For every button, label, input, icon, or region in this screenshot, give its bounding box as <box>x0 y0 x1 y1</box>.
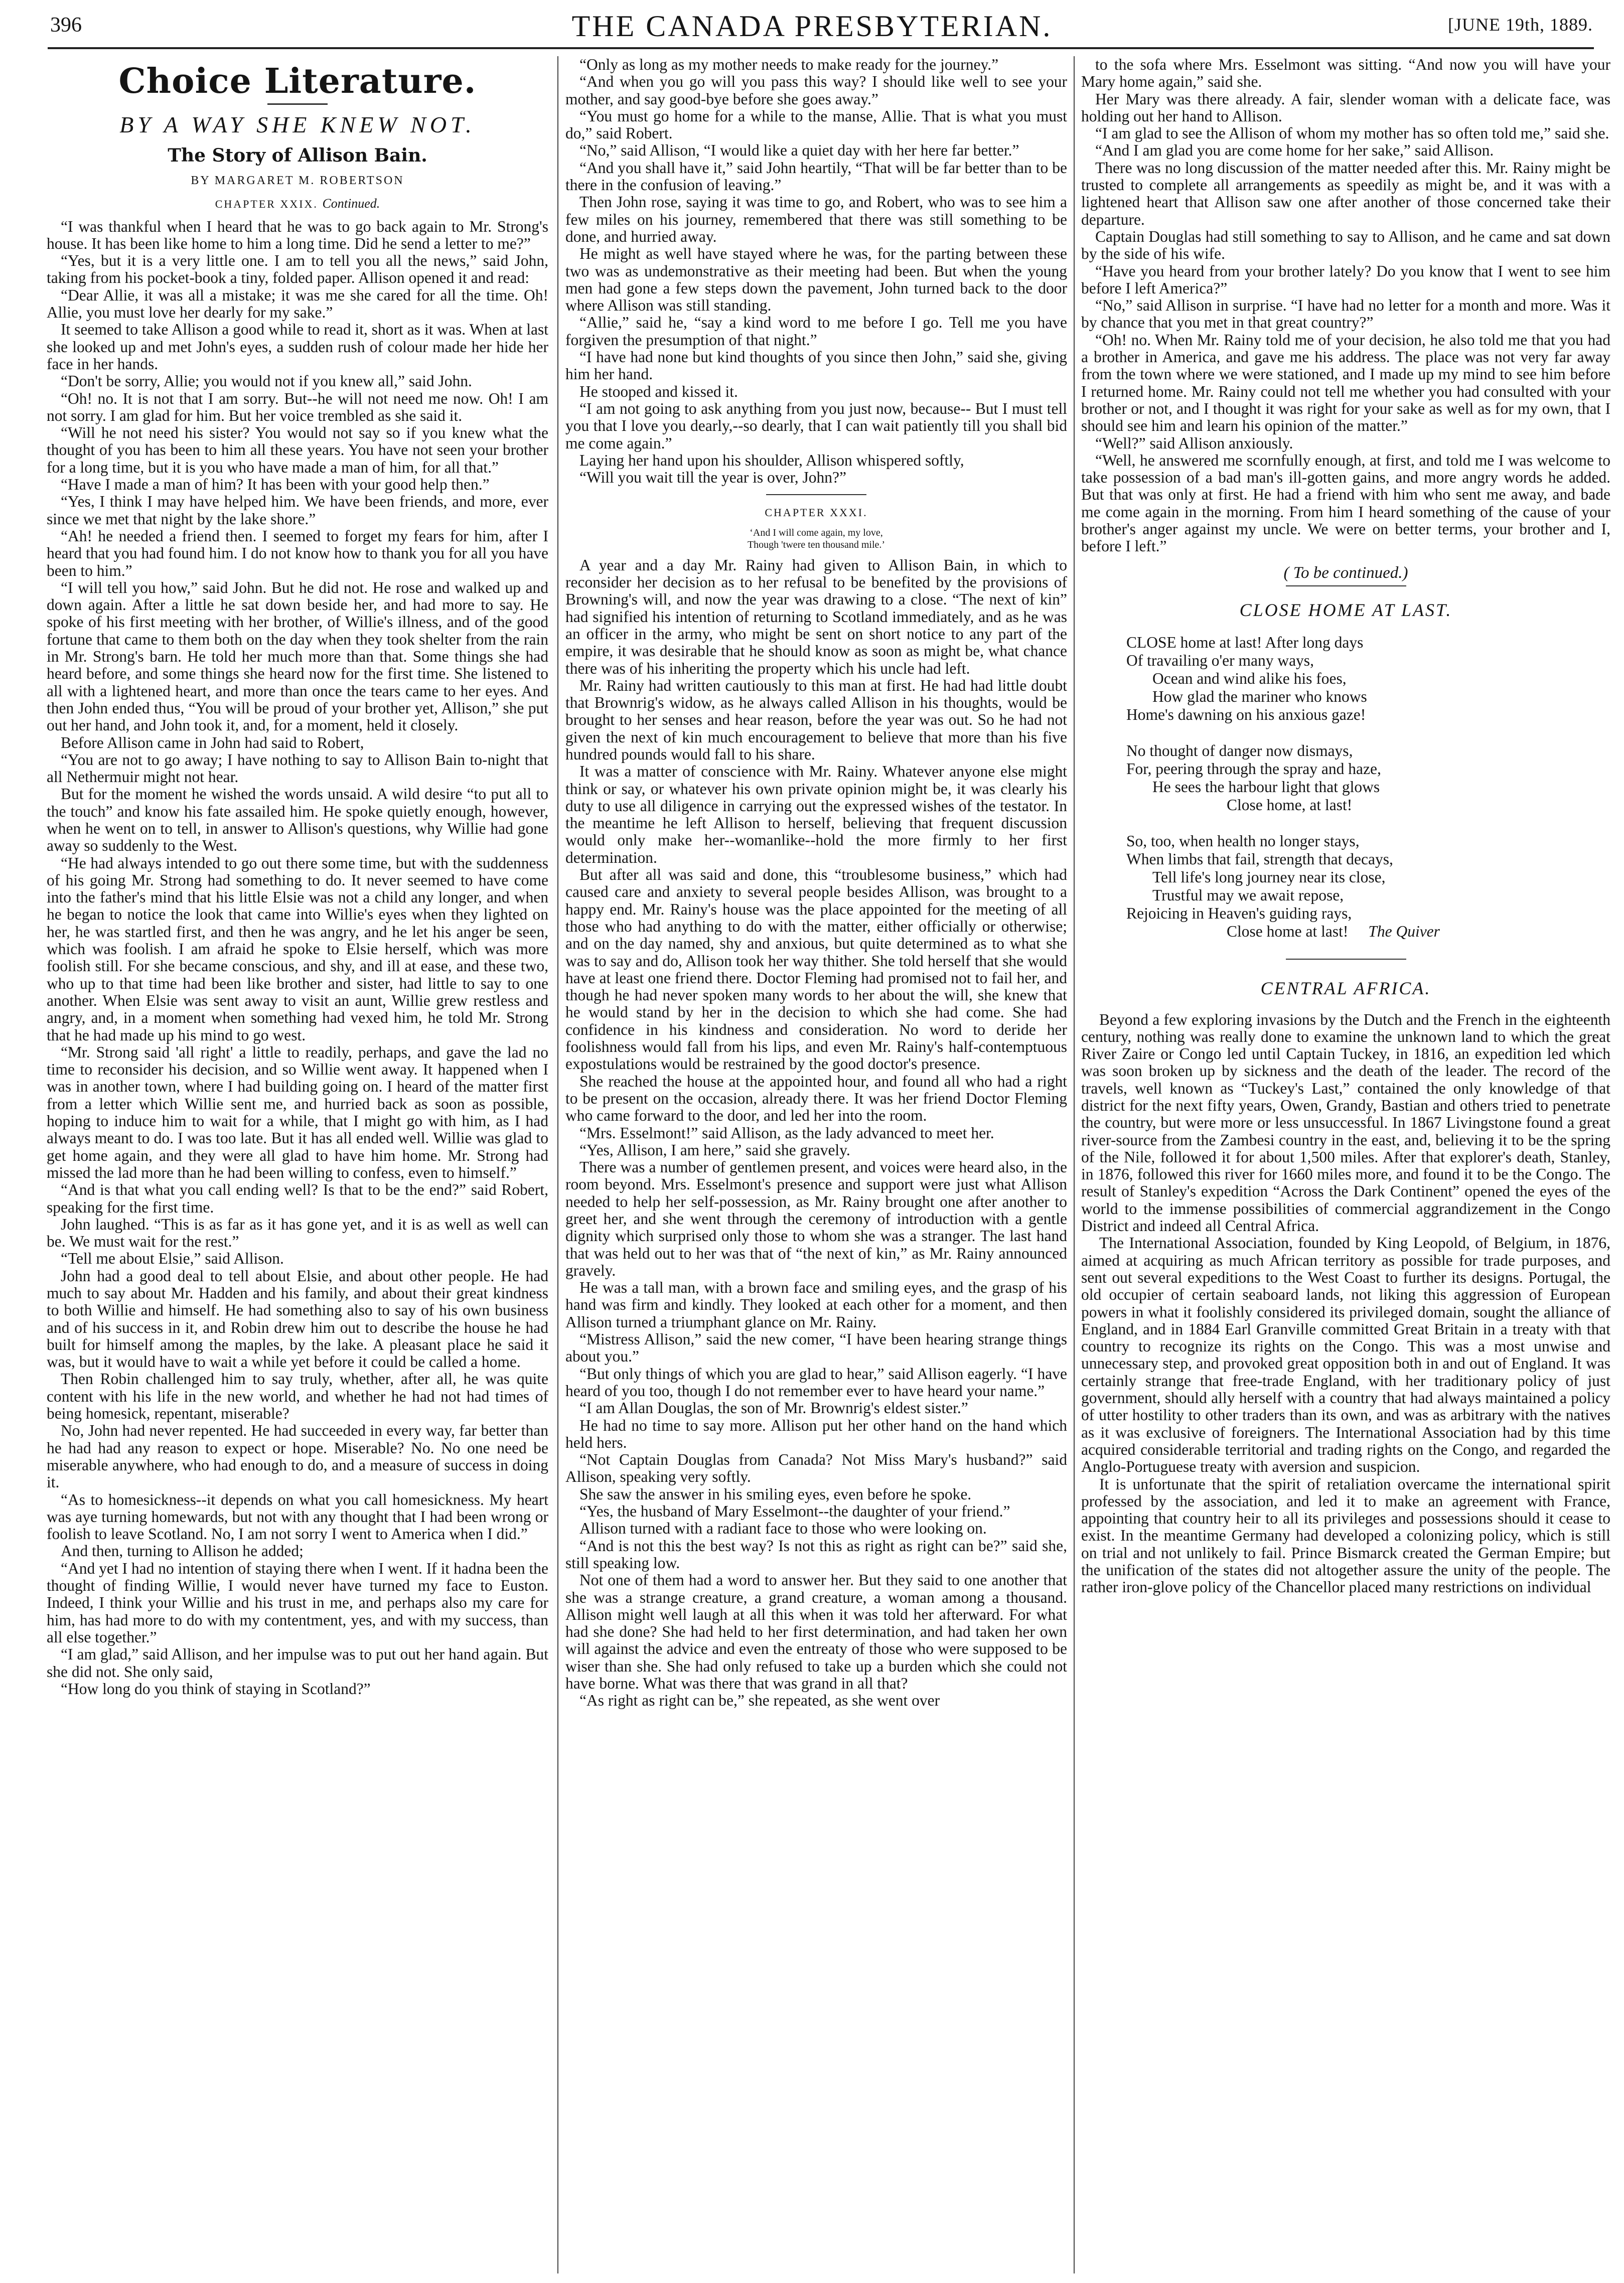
paragraph: Not one of them had a word to answer her. But they said to one another that she was a strange creature, a grand creature, a woman among a thousand. Allison might well laugh at all this when it was told her afterward. For what had she done? She had held to her first determination, and had taken her own will against the advice and even the entreaty of those who were supposed to be wiser than she. She had only refused to take up a burden which she could not have borne. What was there that was grand in all that? <box>565 1571 1067 1693</box>
poem-line-text: So, too, when health no longer stays, <box>1126 832 1360 850</box>
poem-line-text: How glad the mariner who knows <box>1152 688 1367 706</box>
paragraph: It is unfortunate that the spirit of retaliation overcame the international spirit professed by the association, and led it to make an agreement with France, appointing that country heir to all its privileges and possessions should it cease to exist. In the meantime Germany had developed a colonizing policy, which is still on trial and not unlikely to fail. Prince Bismarck created the German Empire; but the unification of the states did not altogether assure the unity of the people. The rather iron-glove policy of the Chancellor placed many restrictions on individual <box>1081 1475 1610 1596</box>
paragraph: “I was thankful when I heard that he was to go back again to Mr. Strong's house. It has been like home to him a long time. Did he send a letter to me?” <box>47 217 548 252</box>
poem-line-text: CLOSE home at last! After long days <box>1126 634 1364 652</box>
poem-line <box>1126 634 1610 652</box>
poem-line <box>1126 706 1610 724</box>
story-body <box>565 56 1067 486</box>
to-be-continued: ( To be continued.) <box>1283 563 1408 582</box>
byline: BY MARGARET M. ROBERTSON <box>191 174 404 187</box>
poem-line <box>1126 688 1610 706</box>
poem-line-text: Trustful may we await repose, <box>1152 886 1344 904</box>
paragraph: “No,” said Allison, “I would like a quiet day with her here far better.” <box>579 141 1019 160</box>
column-2 <box>565 56 1067 2273</box>
journal-title: THE CANADA PRESBYTERIAN. <box>571 10 1053 43</box>
paragraph: John laughed. “This is as far as it has gone yet, and it is as well as well can be. We must wait for the rest.” <box>47 1215 548 1251</box>
paragraph: John had a good deal to tell about Elsie, and about other people. He had much to say about Mr. Hadden and his family, and about their great kindness to both Willie and himself. He had something also to say of his own business and of his success in it, and Robin drew him out to describe the house he had built for himself among the maples, by the lake. A pleasant place he said it was, but it would have to wait a while yet before it could be called a home. <box>47 1267 548 1371</box>
poem-line <box>1126 904 1610 923</box>
poem-line-text: Rejoicing in Heaven's guiding rays, <box>1126 904 1352 923</box>
paragraph: Laying her hand upon his shoulder, Allison whispered softly, <box>579 451 964 469</box>
paragraph: “Yes, Allison, I am here,” said she gravely. <box>579 1141 850 1159</box>
article-body <box>1081 1011 1610 1596</box>
poem-line <box>1126 760 1610 778</box>
paragraph: She saw the answer in his smiling eyes, even before he spoke. <box>579 1485 972 1503</box>
paragraph: “Allie,” said he, “say a kind word to me before I go. Tell me you have forgiven the presumption of that night.” <box>565 314 1067 349</box>
paragraph: “Don't be sorry, Allie; you would not if you knew all,” said John. <box>61 372 472 390</box>
paragraph: And then, turning to Allison he added; <box>61 1542 304 1560</box>
paragraph: He stooped and kissed it. <box>579 382 738 400</box>
paragraph: “And is not this the best way? Is not this as right as right can be?” said she, still speaking low. <box>565 1537 1067 1572</box>
chapter-continued: Continued. <box>322 196 380 211</box>
epigraph <box>565 527 1067 551</box>
paragraph: “And you shall have it,” said John heartily, “That will be far better than to be there in the confusion of leaving.” <box>565 159 1067 194</box>
paragraph: The International Association, founded by King Leopold, of Belgium, in 1876, aimed at acquiring as much African territory as possible for trade purposes, and sent out several expeditions to the West Coast to further its designs. Portugal, the old occupier of certain seaboard lands, not liking this aggression of European powers in what it foolishly considered its privileged domain, sought the alliance of England, and in 1884 Earl Granville committed Great Britain in a treaty with that country to recognize its rights on the Congo. This was a most unwise and unnecessary step, and provoked great opposition both in and out of England. It was certainly strange that free-trade England, with her traditionary policy of just government, should ally herself with a country that had always maintained a policy of utter hostility to other traders than its own, and was as arbitrary with the natives as it was exclusive of foreigners. The International Association had by this time acquired considerable territorial and trading rights on the Congo, and regarded the Anglo-Portuguese treaty with aversion and suspicion. <box>1081 1234 1610 1476</box>
paragraph: “No,” said Allison in surprise. “I have had no letter for a month and more. Was it by chance that you met in that great country?” <box>1081 296 1610 332</box>
paragraph: “I am Allan Douglas, the son of Mr. Brownrig's eldest sister.” <box>579 1399 968 1417</box>
poem-line-text: Ocean and wind alike his foes, <box>1152 670 1347 688</box>
poem-line <box>1126 868 1610 886</box>
poem-line <box>1126 923 1610 941</box>
paragraph: Captain Douglas had still something to say to Allison, and he came and sat down by the side of his wife. <box>1081 227 1610 263</box>
paragraph: He had no time to say more. Allison put her other hand on the hand which held hers. <box>565 1416 1067 1451</box>
page-number: 396 <box>50 14 82 37</box>
paragraph: “Dear Allie, it was all a mistake; it was me she cared for all the time. Oh! Allie, you must love her dearly for my sake.” <box>47 286 548 322</box>
poem-source: The Quiver <box>1368 923 1440 941</box>
poem-stanza <box>1126 634 1610 724</box>
paragraph: “You must go home for a while to the manse, Allie. That is what you must do,” said Robert. <box>565 107 1067 142</box>
paragraph: Then John rose, saying it was time to go, and Robert, who was to see him a few miles on his journey, remembered that there was still something to be done, and hurried away. <box>565 193 1067 245</box>
header-rule <box>48 47 1594 49</box>
chapter-rule <box>766 494 866 495</box>
poem-line <box>1126 742 1610 760</box>
paragraph: He might as well have stayed where he was, for the parting between these two was as undemonstrative as their meeting had been. But when the young men had gone a few steps down the pavement, John turned back to the door where Allison was still standing. <box>565 245 1067 315</box>
paragraph: Beyond a few exploring invasions by the Dutch and the French in the eighteenth century, nothing was really done to examine the unknown land to which the great River Zaire or Congo led until Captain Tuckey, in 1816, an expedition led which was soon broken up by sickness and the death of the leader. The record of the travels, well known as “Tuckey's Last,” contained the only knowledge of that district for the next fifty years, Owen, Grandy, Bastian and others tried to penetrate the country, but were more or less unsuccessful. In 1867 Livingstone found a great river-source from the Zambesi country in the east, and, believing it to be the spring of the Nile, followed it for about 1,500 miles. After that explorer's death, Stanley, in 1876, followed this river for 1660 miles more, and found it to be the Congo. The result of Stanley's expedition “Across the Dark Continent” opened the eyes of the world to the immense possibilities of commercial aggrandizement in the Congo District and indeed all Central Africa. <box>1081 1010 1610 1235</box>
paragraph: Mr. Rainy had written cautiously to this man at first. He had had little doubt that Brownrig's widow, as he always called Allison in his thoughts, would be brought to her senses and hear reason, before the year was out. So he had not given the next of kin much encouragement to believe that more than his five hundred pounds would fall to his share. <box>565 676 1067 763</box>
poem-line-text: Close home, at last! <box>1227 796 1353 814</box>
paragraph: “You are not to go away; I have nothing to say to Allison Bain to-night that all Nethermuir might not hear. <box>47 750 548 786</box>
paragraph: A year and a day Mr. Rainy had given to Allison Bain, in which to reconsider her decision as to her refusal to be benefited by the provisions of Browning's will, and now the year was drawing to a close. “The next of kin” had signified his intention of returning to Scotland immediately, and as he was an officer in the army, who might be sent on short notice to any part of the empire, it was desirable that he should know as soon as might be, what chance there was of his inheriting the property which his uncle had left. <box>565 556 1067 677</box>
paragraph: “Have you heard from your brother lately? Do you know that I went to see him before I left America?” <box>1081 262 1610 297</box>
story-body <box>1081 56 1610 555</box>
section-rule <box>1286 585 1406 586</box>
poem-line-text: Close home at last! <box>1227 923 1349 941</box>
column-divider <box>557 56 558 2273</box>
paragraph: There was no long discussion of the matter needed after this. Mr. Rainy might be trusted to complete all arrangements as speedily as might be, and it was with a lightened heart that Allison saw one after another of those concerned take their departure. <box>1081 159 1610 228</box>
poem-line-text: Tell life's long journey near its close, <box>1152 868 1386 886</box>
column-3 <box>1081 56 1610 2273</box>
paragraph: “Tell me about Elsie,” said Allison. <box>61 1250 284 1268</box>
column-divider <box>1074 56 1075 2273</box>
section-title: Choice Literature. <box>118 61 477 101</box>
paragraph: No, John had never repented. He had succeeded in every way, far better than he had had any reason to expect or hope. Miserable? No. No one need be miserable anywhere, who had enough to do, and a measure of success in doing it. <box>47 1422 548 1491</box>
poem-line <box>1126 652 1610 670</box>
paragraph: But for the moment he wished the words unsaid. A wild desire “to put all to the touch” and know his fate assailed him. He spoke quietly enough, however, when he went on to tell, in answer to Allison's questions, why Willie had gone away so suddenly to the West. <box>47 785 548 855</box>
poem-stanza <box>1126 742 1610 814</box>
epigraph-line: Though 'twere ten thousand mile.’ <box>747 539 885 550</box>
story-body <box>47 218 548 1698</box>
title-rule <box>267 103 328 105</box>
paragraph: “As right as right can be,” she repeated, as she went over <box>579 1692 940 1710</box>
paragraph: “Only as long as my mother needs to make ready for the journey.” <box>579 56 999 73</box>
paragraph: Before Allison came in John had said to Robert, <box>61 733 364 751</box>
paragraph: “He had always intended to go out there some time, but with the suddenness of his going Mr. Strong had something to do. It never seemed to have come into the father's mind that his little Elsie was not a child any longer, and when he began to notice the look that came into Willie's eyes when they lighted on her, he was startled first, and then he was angry, and he let his anger be seen, which was foolish. I am afraid he spoke to Elsie herself, which was more foolish still. For she became conscious, and shy, and ill at ease, and these two, who up to that time had been like brother and sister, had little to say to one another. When Elsie was sent away to visit an aunt, Willie grew restless and angry, and, in a moment when something had vexed him, he told Mr. Strong that he had made up his mind to go west. <box>47 854 548 1044</box>
story-subtitle: The Story of Allison Bain. <box>168 145 427 166</box>
section-rule <box>1286 959 1406 960</box>
paragraph: “I will tell you how,” said John. But he did not. He rose and walked up and down again. After a little he sat down beside her, and had more to say. He spoke of his first meeting with her brother, of Willie's illness, and of the good fortune that came to them both on the day when they took shelter from the rain in Mr. Strong's barn. He told her much more than that. Some things she had heard before, and some things she heard now for the first time. She listened to all with a lightened heart, and more than once the tears came to her eyes. And then John ended thus, “You will be proud of your brother yet, Allison,” she put out her hand, and John took it, and, for a moment, held it closely. <box>47 578 548 734</box>
poem-line-text: For, peering through the spray and haze, <box>1126 760 1381 778</box>
issue-date: [JUNE 19th, 1889. <box>1448 15 1593 35</box>
paragraph: “I have had none but kind thoughts of you since then John,” said she, giving him her hand. <box>565 348 1067 383</box>
story-title: BY A WAY SHE KNEW NOT. <box>119 112 476 137</box>
paragraph: “Not Captain Douglas from Canada? Not Miss Mary's husband?” said Allison, speaking very softly. <box>565 1451 1067 1486</box>
paragraph: “I am not going to ask anything from you just now, because-- But I must tell you that I love you dearly,--so dearly, that I can wait patiently till you shall bid me come again.” <box>565 399 1067 452</box>
paragraph: “And is that what you call ending well? Is that to be the end?” said Robert, speaking for the first time. <box>47 1181 548 1216</box>
paragraph: “Well?” said Allison anxiously. <box>1095 434 1293 452</box>
story-body <box>565 557 1067 1710</box>
paragraph: Then Robin challenged him to say truly, whether, after all, he was quite content with his life in the new world, and whether he had not had times of being homesick, repentant, miserable? <box>47 1370 548 1423</box>
paragraph: to the sofa where Mrs. Esselmont was sitting. “And now you will have your Mary home again,” said she. <box>1081 56 1610 91</box>
paragraph: “And when you go will you pass this way? I should like well to see your mother, and say good-bye before she goes away.” <box>565 73 1067 108</box>
paragraph: “And I am glad you are come home for her sake,” said Allison. <box>1095 141 1494 160</box>
paragraph: “Oh! no. It is not that I am sorry. But--he will not need me now. Oh! I am not sorry. I am glad for him. But her voice trembled as she said it. <box>47 389 548 424</box>
paragraph: “Will you wait till the year is over, John?” <box>579 469 846 487</box>
paragraph: “As to homesickness--it depends on what you call homesickness. My heart was aye turning homewards, but not with any thought that I had been wrong or foolish to leave Scotland. No, I am not sorry I went to America when I did.” <box>47 1490 548 1543</box>
epigraph-line: ‘And I will come again, my love, <box>750 527 883 538</box>
paragraph: It was a matter of conscience with Mr. Rainy. Whatever anyone else might think or say, or whatever his own private opinion might be, it was clearly his duty to use all diligence in carrying out the expressed wishes of the testator. In the meantime he left Allison to herself, believing that frequent discussion would only make her--womanlike--hold the more firmly to her first determination. <box>565 763 1067 866</box>
paragraph: “I am glad,” said Allison, and her impulse was to put out her hand again. But she did not. She only said, <box>47 1645 548 1681</box>
poem-line <box>1126 850 1610 868</box>
paragraph: She reached the house at the appointed hour, and found all who had a right to be present on the occasion, already there. It was her friend Doctor Fleming who came forward to the door, and led her into the room. <box>565 1072 1067 1125</box>
paragraph: “Mr. Strong said 'all right' a little to readily, perhaps, and gave the lad no time to reconsider his decision, and so Willie went away. It happened when I was in another town, where I had building going on. I heard of the matter first from a letter which Willie sent me, and hurried back as soon as possible, hoping to induce him to wait for a while, that I might go with him, as I had always meant to do. I was too late. But it has all ended well. Willie was glad to get home again, and they were all glad to have him home. Mr. Strong had missed the lad more than he had been willing to confess, even to himself.” <box>47 1043 548 1181</box>
chapter-heading: CHAPTER XXXI. <box>765 506 868 519</box>
paragraph: Allison turned with a radiant face to those who were looking on. <box>579 1519 987 1538</box>
paragraph: “But only things of which you are glad to hear,” said Allison eagerly. “I have heard of you too, though I do not remember ever to have heard your name.” <box>565 1364 1067 1400</box>
paragraph: “Yes, I think I may have helped him. We have been friends, and more, ever since we met that night by the lake shore.” <box>47 493 548 528</box>
poem-line <box>1126 670 1610 688</box>
poem-line-text: No thought of danger now dismays, <box>1126 742 1353 760</box>
poem-line-text: Home's dawning on his anxious gaze! <box>1126 706 1366 724</box>
paragraph: It seemed to take Allison a good while to read it, short as it was. When at last she looked up and met John's eyes, a sudden rush of colour made her hide her face in her hands. <box>47 321 548 373</box>
paragraph: “Yes, but it is a very little one. I am to tell you all the news,” said John, taking from his pocket-book a tiny, folded paper. Allison opened it and read: <box>47 252 548 287</box>
chapter-heading <box>47 195 548 213</box>
paragraph: “Oh! no. When Mr. Rainy told me of your decision, he also told me that you had a brother in America, and gave me his address. The place was not very far away from the town where we were stationed, and I made up my mind to see him before I returned home. Mr. Rainy could not tell me whether you had consulted with your brother or not, and I thought it was right for your sake as well as for my own, that I should see him and learn his opinion of the matter.” <box>1081 331 1610 435</box>
column-1 <box>47 56 548 2273</box>
paragraph: “How long do you think of staying in Scotland?” <box>61 1680 371 1698</box>
poem-line <box>1126 796 1610 814</box>
paragraph: “Mrs. Esselmont!” said Allison, as the lady advanced to meet her. <box>579 1124 994 1142</box>
paragraph: “Will he not need his sister? You would not say so if you knew what the thought of you has been to him all these years. You have not seen your brother for a long time, but it is you who have made a man of him, for all that.” <box>47 424 548 476</box>
poem-line-text: Of travailing o'er many ways, <box>1126 652 1314 670</box>
paragraph: “Have I made a man of him? It has been with your good help then.” <box>61 476 490 494</box>
poem-line <box>1126 778 1610 796</box>
paragraph: “Well, he answered me scornfully enough, at first, and told me I was welcome to take possession of a bad man's ill-gotten gains, and more angry words he added. But that was only at first. He had a friend with him who sent me away, and bade me come again in the morning. From him I heard something of the cause of your brother's anger against my uncle. We were on better terms, your brother and I, before I left.” <box>1081 451 1610 555</box>
paragraph: “Yes, the husband of Mary Esselmont--the daughter of your friend.” <box>579 1502 1010 1520</box>
poem <box>1126 634 1610 941</box>
paragraph: There was a number of gentlemen present, and voices were heard also, in the room beyond. Mrs. Esselmont's presence and support were just what Allison needed to help her self-possession, as Mr. Rainy brought one after another to greet her, and she went through the ceremony of introduction with a gentle dignity which surprised only those to whom she was a stranger. The last hand that was held out to her was that of “the next of kin,” as Mr. Rainy announced gravely. <box>565 1158 1067 1279</box>
poem-stanza <box>1126 832 1610 941</box>
poem-line-text: He sees the harbour light that glows <box>1152 778 1380 796</box>
poem-title: CLOSE HOME AT LAST. <box>1239 599 1452 620</box>
paragraph: “Mistress Allison,” said the new comer, “I have been hearing strange things about you.” <box>565 1330 1067 1365</box>
paragraph: He was a tall man, with a brown face and smiling eyes, and the grasp of his hand was firm and kindly. They looked at each other for a moment, and then Allison turned a triumphant glance on Mr. Rainy. <box>565 1279 1067 1331</box>
paragraph: “And yet I had no intention of staying there when I went. If it hadna been the thought of finding Willie, I would never have turned my face to Euston. Indeed, I think your Willie and his trust in me, and perhaps also my care for him, has had more to do with my contentment, yes, and with my success, than all else together.” <box>47 1559 548 1646</box>
paragraph: Her Mary was there already. A fair, slender woman with a delicate face, was holding out her hand to Allison. <box>1081 90 1610 125</box>
paragraph: “Ah! he needed a friend then. I seemed to forget my fears for him, after I heard that you had found him. I do not know how to thank you for all you have been to him.” <box>47 527 548 579</box>
article-title: CENTRAL AFRICA. <box>1260 978 1431 999</box>
poem-line <box>1126 832 1610 850</box>
paragraph: “I am glad to see the Allison of whom my mother has so often told me,” said she. <box>1095 124 1609 142</box>
poem-line <box>1126 886 1610 904</box>
paragraph: But after all was said and done, this “troublesome business,” which had caused care and anxiety to several people besides Allison, was brought to a happy end. Mr. Rainy's house was the place appointed for the meeting of all those who had anything to do with the matter, either officially or otherwise; and on the day named, shy and anxious, but quite determined as to what she was to say and do, Allison took her way thither. She told herself that she would have at least one friend there. Doctor Fleming had promised not to fail her, and though he had never spoken many words to her about the will, she knew that he would stand by her in the decision to which she had come. She had confidence in his kindness and consideration. No word to deride her foolishness would fall from his lips, and even Mr. Rainy's half-contemptuous expostulations would be restrained by the good doctor's presence. <box>565 866 1067 1073</box>
poem-line-text: When limbs that fail, strength that decays, <box>1126 850 1393 868</box>
chapter-number: CHAPTER XXIX. <box>215 198 318 211</box>
